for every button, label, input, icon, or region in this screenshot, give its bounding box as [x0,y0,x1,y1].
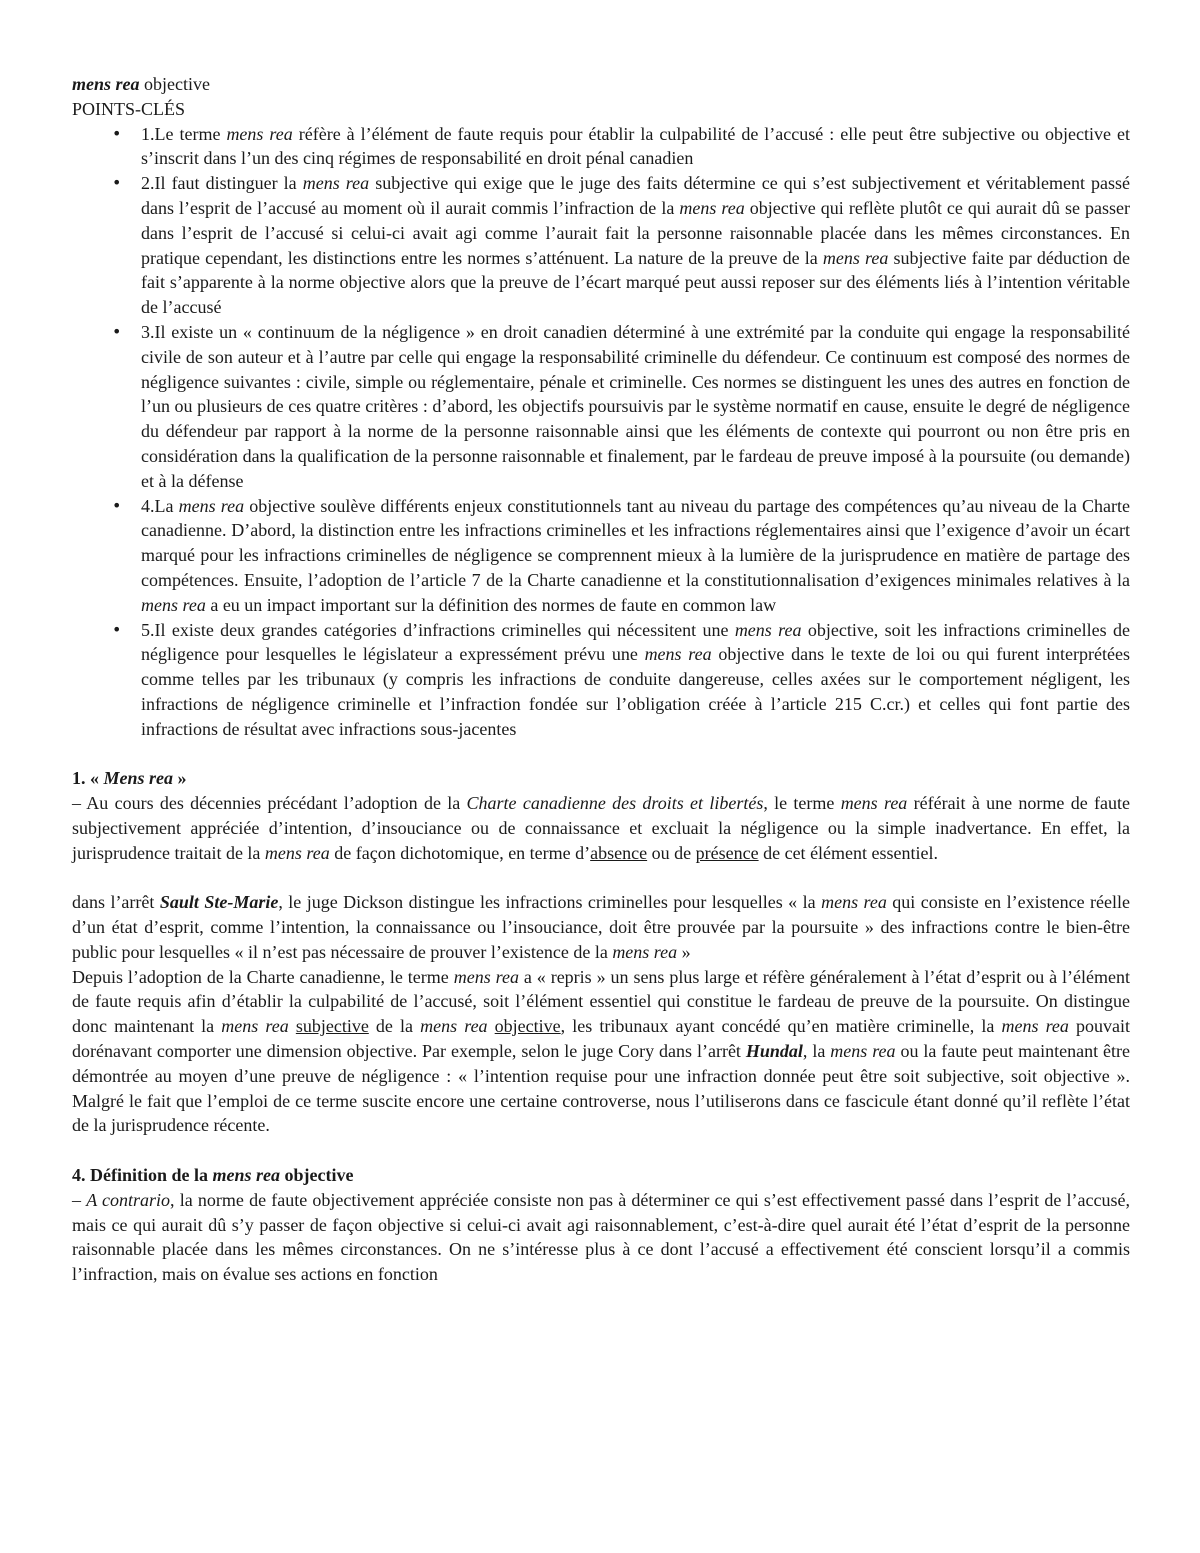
text-run: pouvait dorénavant comporter une dimension objective. Par exemple, selon le juge Cory dans l’arrêt [72,1016,1131,1062]
text-run: – Au cours des décennies précédant l’adoption de la [72,793,467,814]
text-run: 3.Il existe un « continuum de la négligence » en droit canadien déterminé à une extrémité par la conduite qui engage la responsabilité civile de son auteur et à l’autre par celle qui engage la responsabilité criminelle du défendeur. Ce continuum est composé des normes de négligence suivantes : civile, simple ou réglementaire, pénale et criminelle. Ces normes se distinguent les unes des autres en fonction de l’un ou plusieurs de ces quatre critères : d’abord, les objectifs poursuivis par le système normatif en cause, ensuite le degré de négligence du défendeur par rapport à la norme de la personne raisonnable ainsi que les éléments de contexte qui pourront ou non être pris en considération dans la qualification de la personne raisonnable et finalement, par le fardeau de preuve imposé à la poursuite (ou demande) et à la défense [141,321,1130,491]
text-run: , la norme de faute objectivement appréciée consiste non pas à déterminer ce qui s’est effectivement passé dans l’esprit de l’accusé, mais ce qui aurait dû s’y passer de façon objective si celui-ci avait agi raisonnablement, c’est-à-dire quel aurait été l’état d’esprit de la personne raisonnable placée dans les mêmes circonstances. On ne s’intéresse plus à ce dont l’accusé a effectivement été conscient lorsqu’il a commis l’infraction, mais on évalue ses actions en fonction [72,1189,1131,1285]
text-run [488,1016,495,1036]
section-4-heading [72,1163,1130,1188]
heading-text: 1. « [72,768,104,789]
section-1-paragraph-2 [72,890,1130,964]
term-mens-rea: mens rea [420,1016,488,1037]
section-4-paragraph-1 [72,1188,1130,1287]
text-run: a « repris » un sens plus large et réfère généralement à l’état d’esprit ou à l’élément de faute requis afin d’établir la culpabilité de l’accusé, soit l’élément essentiel qui constitue le fardeau de preuve de la poursuite. On distingue donc maintenant la [72,966,1130,1037]
text-run: » [677,941,691,962]
heading-term: mens rea [212,1165,281,1186]
text-run: objective dans le texte de loi ou qui furent interprétées comme telles par les tribunaux (y compris les infractions de conduite dangereuse, celles axées sur le comportement négligent, les infractions de négligence criminelle et l’infraction fondée sur l’obligation créée à l’article 215 C.cr.) et celles qui font partie des infractions de résultat avec infractions sous-jacentes [141,644,1130,739]
term-mens-rea: mens rea [226,123,293,144]
underlined-term: subjective [295,1016,369,1037]
text-run: , la [802,1041,831,1062]
text-run: référait à une norme de faute subjectivement appréciée d’intention, d’insouciance ou de connaissance et excluait la négligence ou la simple inadvertance. En effet, la jurisprudence traitait de la [72,793,1130,863]
key-points-list [72,122,1130,742]
text-run: qui consiste en l’existence réelle d’un état d’esprit, comme l’intention, la connaissance ou l’insouciance, doit être prouvée par la poursuite » des infractions contre le bien-être public pour lesquelles « il n’est pas nécessaire de prouver l’existence de la [72,892,1130,962]
term-mens-rea: mens rea [221,1016,289,1037]
key-point-2 [72,171,1130,320]
heading-text: objective [280,1165,354,1186]
section-1-heading [72,766,1130,791]
term-mens-rea: mens rea [734,619,802,640]
text-run: dans l’arrêt [72,892,160,913]
term-mens-rea: mens rea [453,966,519,987]
text-run: , le juge Dickson distingue les infractions criminelles pour lesquelles « la [278,892,822,913]
text-run: 4.La [141,495,179,516]
text-run: – [72,1189,87,1210]
spacer [72,1138,1130,1163]
text-run: subjective qui exige que le juge des faits détermine ce qui s’est subjectivement et véritablement passé dans l’esprit de l’accusé au moment où il aurait commis l’infraction de la [141,173,1130,218]
text-run: , les tribunaux ayant concédé qu’en matière criminelle, la [560,1016,1002,1037]
key-point-1 [72,122,1130,172]
latin-term: A contrario [86,1189,171,1210]
term-mens-rea: mens rea [1001,1016,1069,1037]
title-rest: objective [139,74,210,94]
text-run: objective soulève différents enjeux constitutionnels tant au niveau du partage des compétences qu’au niveau de la Charte canadienne. D’abord, la distinction entre les infractions criminelles et les infractions réglementaires ainsi que l’exigence d’avoir un écart marqué pour les infractions criminelles de négligence se comprennent mieux à la lumière de la jurisprudence en matière de partage des compétences. Ensuite, l’adoption de l’article 7 de la Charte canadienne et la constitutionnalisation d’exigences minimales relatives à la [141,495,1130,590]
text-run: objective, soit les infractions criminelles de négligence pour lesquelles le législateur a expressément prévu une [141,619,1130,665]
text-run: de la [368,1016,421,1037]
text-run: a eu un impact important sur la définition des normes de faute en common law [205,594,777,615]
term-mens-rea: mens rea [644,644,712,665]
term-mens-rea: mens rea [679,197,745,218]
underlined-term: objective [494,1016,561,1037]
text-run: 1.Le terme [141,123,227,144]
case-name: Hundal [745,1041,803,1062]
text-run: réfère à l’élément de faute requis pour établir la culpabilité de l’accusé : elle peut être subjective ou objective et s’inscrit dans l’un des cinq régimes de responsabilité en droit pénal canadien [141,123,1131,169]
key-point-5 [72,618,1130,742]
text-run: ou la faute peut maintenant être démontrée au moyen d’une preuve de négligence : « l’intention requise pour une infraction donnée peut être soit subjective, soit objective ». Malgré le fait que l’emploi de ce terme suscite encore une certaine controverse, nous l’utiliserons dans ce fascicule étant donné qu’il reflète l’état de la jurisprudence récente. [72,1041,1130,1136]
text-run: de façon dichotomique, en terme d’ [329,842,591,863]
spacer [72,742,1130,767]
text-run: subjective faite par déduction de fait s’apparente à la norme objective alors que la preuve de l’écart marqué peut aussi reposer sur des éléments liés à l’intention véritable de l’accusé [141,247,1130,318]
heading-text: » [173,768,187,789]
term-mens-rea: mens rea [822,247,889,268]
section-1-paragraph-1 [72,791,1130,865]
term-mens-rea: mens rea [840,793,908,814]
text-run: , le terme [763,793,841,814]
key-point-4 [72,494,1130,618]
spacer [72,866,1130,891]
text-run: 2.Il faut distinguer la [141,173,303,194]
text-run: Depuis l’adoption de la Charte canadienne, le terme [72,966,454,987]
term-mens-rea: mens rea [264,842,330,863]
term-mens-rea: mens rea [302,173,370,194]
document-title [72,72,1130,97]
term-mens-rea: mens rea [821,892,887,913]
text-run: 5.Il existe deux grandes catégories d’infractions criminelles qui nécessitent une [141,619,735,640]
title-emphasis: mens rea [72,74,140,94]
key-point-3 [72,320,1130,494]
charter-title: Charte canadienne des droits et libertés [466,793,764,814]
document-page [72,72,1130,1287]
case-name: Sault Ste-Marie [159,892,279,913]
text-run: ou de [647,842,696,863]
text-run: objective qui reflète plutôt ce qui aurait dû se passer dans l’esprit de l’accusé si celui-ci avait agi comme l’aurait fait la personne raisonnable placée dans les mêmes circonstances. En pratique cependant, les distinctions entre les normes s’atténuent. La nature de la preuve de la [141,197,1131,268]
heading-text: 4. Définition de la [72,1165,213,1186]
text-run: de cet élément essentiel. [758,842,939,863]
term-mens-rea: mens rea [141,594,206,615]
term-mens-rea: mens rea [178,495,245,516]
text-run [289,1016,296,1036]
underlined-term: présence [695,842,759,863]
points-cles-heading: POINTS-CLÉS [72,98,186,119]
heading-term: Mens rea [103,768,174,789]
underlined-term: absence [590,842,648,863]
section-1-paragraph-3 [72,965,1130,1139]
term-mens-rea: mens rea [612,941,678,962]
term-mens-rea: mens rea [830,1041,896,1062]
